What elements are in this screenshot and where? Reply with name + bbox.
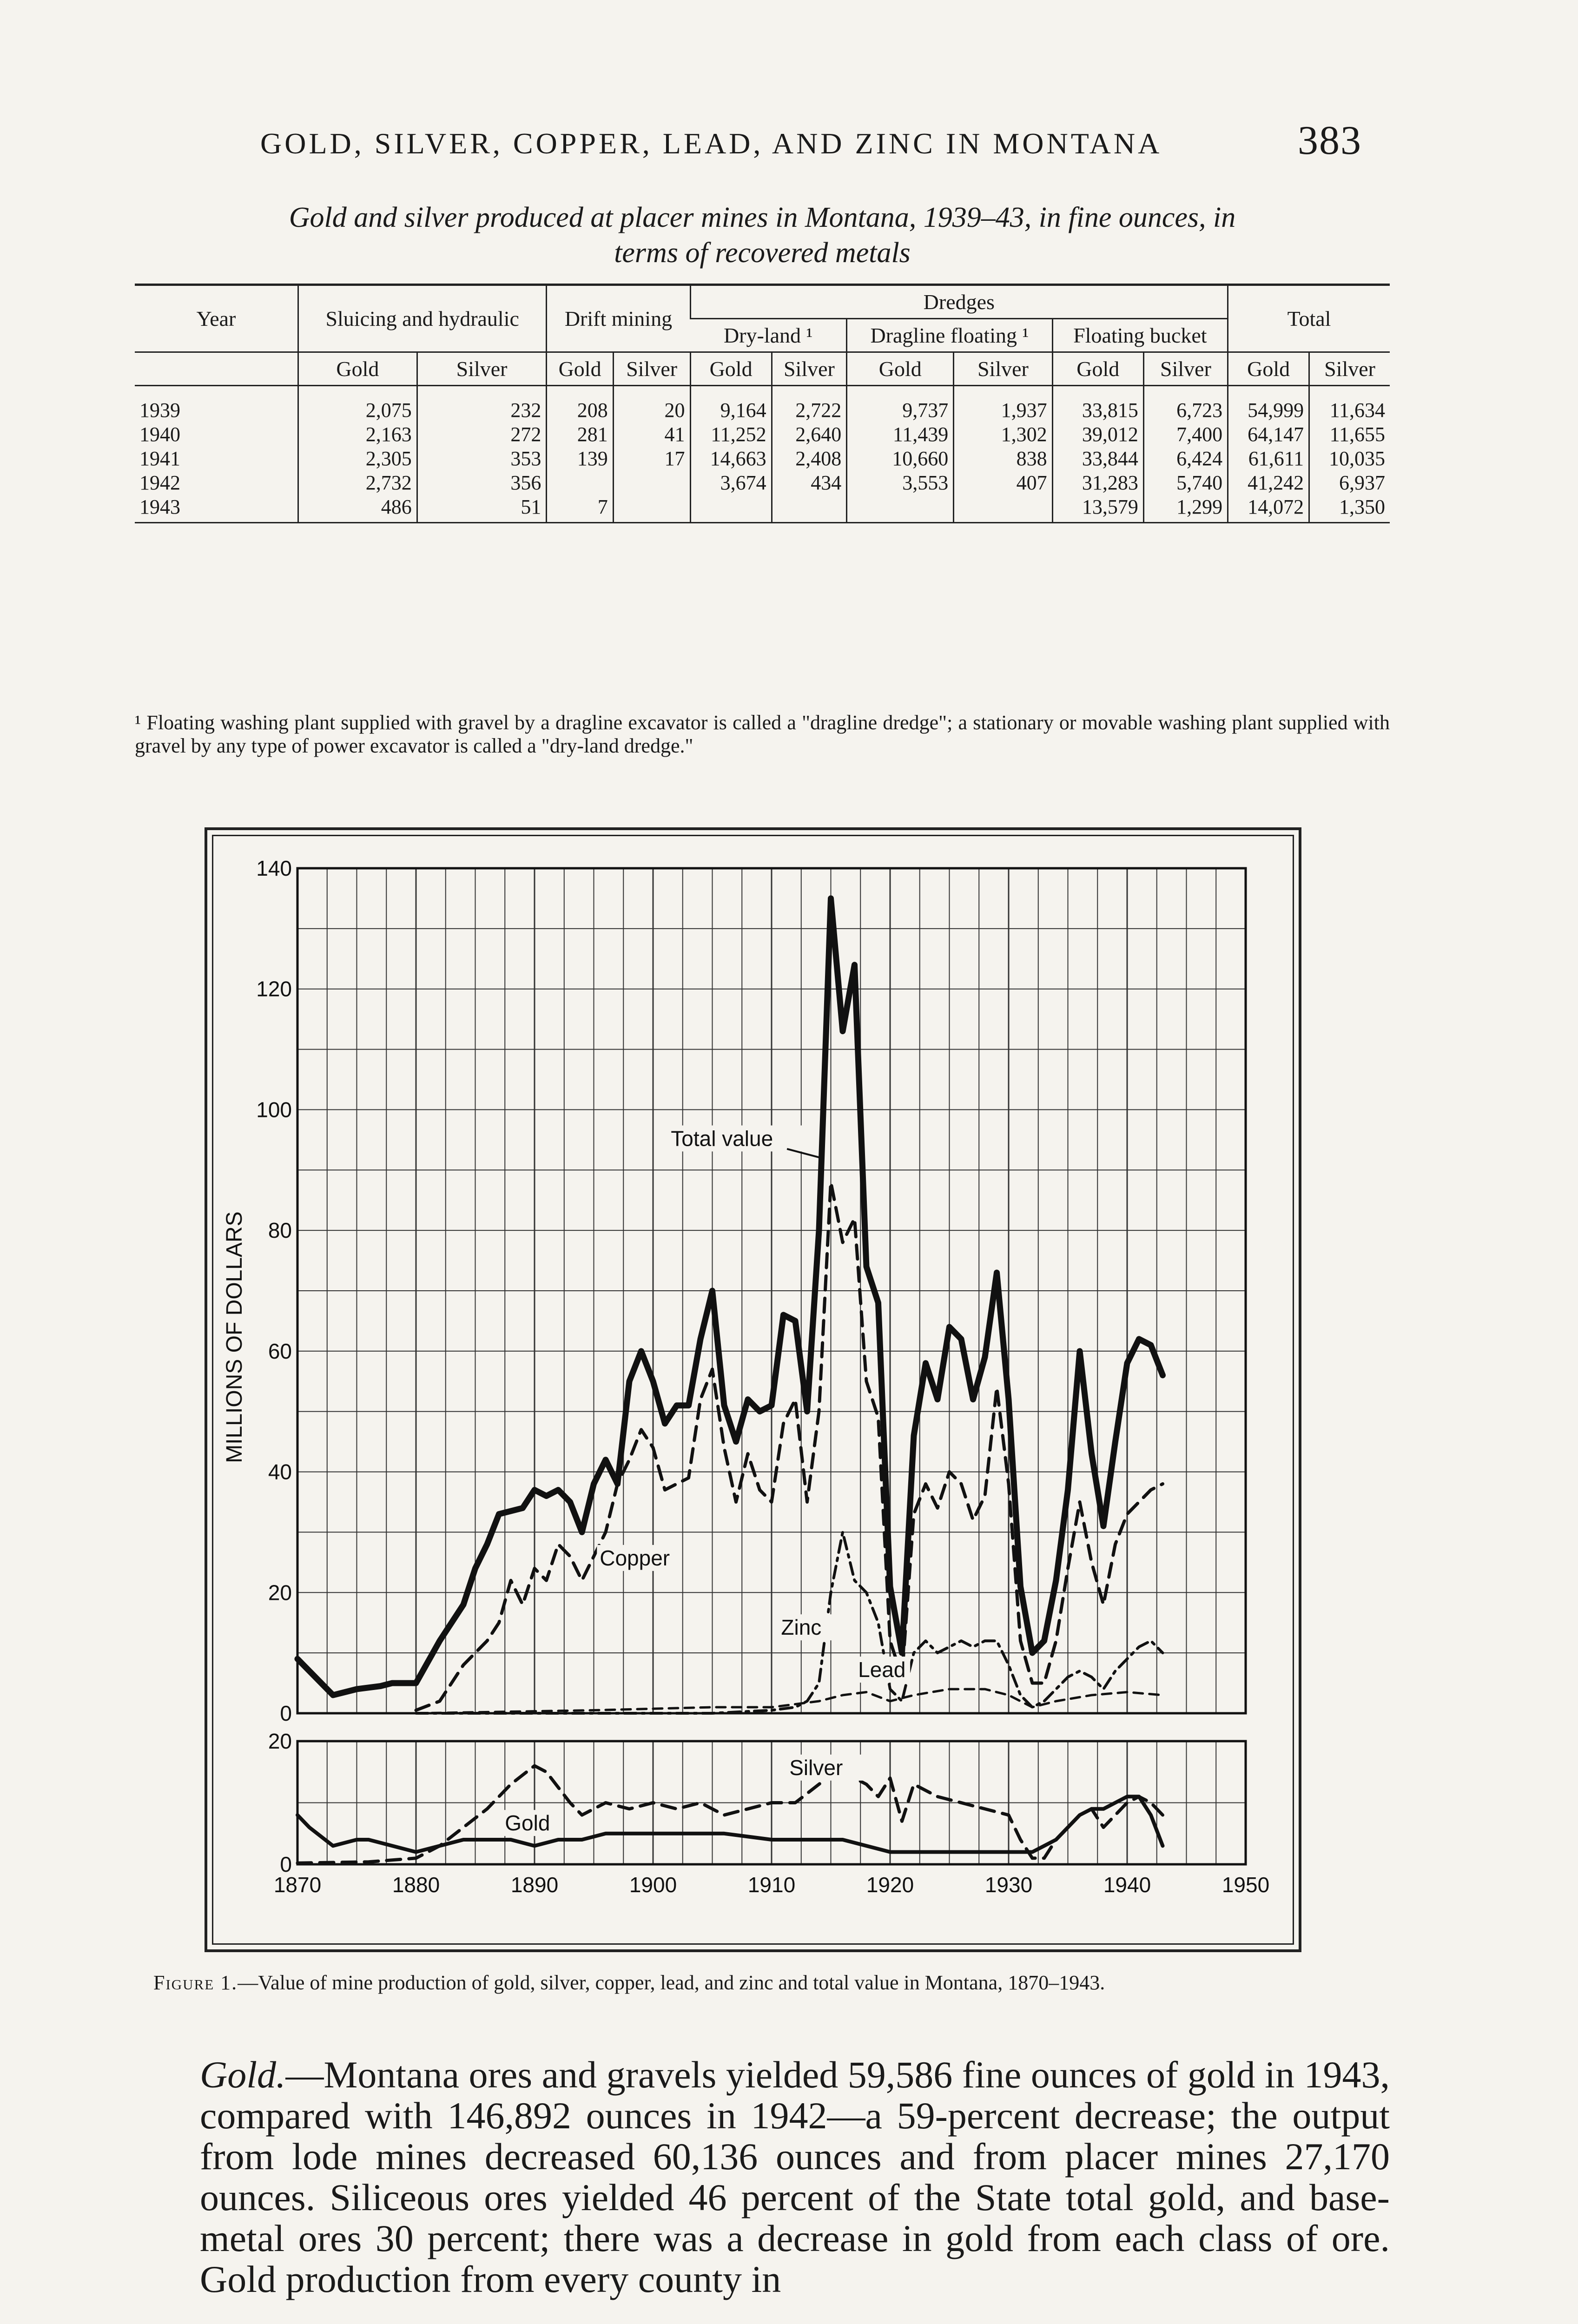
- table-cell: 64,147: [1228, 423, 1309, 447]
- y-tick-label: 140: [256, 856, 292, 880]
- table-cell: 20: [613, 386, 690, 423]
- x-tick-label: 1870: [273, 1873, 322, 1897]
- table-cell: 33,815: [1052, 386, 1143, 423]
- row-year: 1939: [139, 399, 180, 422]
- x-tick-label: 1880: [392, 1873, 440, 1897]
- sub-silver: Silver: [1143, 352, 1228, 386]
- series-line-total-value: [297, 898, 1163, 1695]
- x-tick-label: 1890: [510, 1873, 559, 1897]
- page-number: 383: [1298, 118, 1362, 163]
- table-cell: 6,937: [1309, 471, 1390, 495]
- table-cell: 33,844: [1052, 447, 1143, 471]
- row-year: 1943: [135, 495, 298, 523]
- table-row: [135, 471, 1390, 495]
- label-total-value: Total value: [671, 1126, 773, 1151]
- table-cell: 407: [954, 471, 1052, 495]
- col-drift: Drift mining: [547, 285, 690, 352]
- figure-label: Figure 1.: [153, 1971, 238, 1994]
- figure-caption-text: —Value of mine production of gold, silver, copper, lead, and zinc and total value in Montana, 1870–1943.: [238, 1971, 1105, 1994]
- table-cell: 14,072: [1228, 495, 1309, 523]
- sub-silver: Silver: [417, 352, 547, 386]
- table-cell: 2,305: [298, 447, 417, 471]
- table-cell: 10,035: [1309, 447, 1390, 471]
- table-cell: 434: [772, 471, 847, 495]
- table-cell: 41: [613, 423, 690, 447]
- table-row: [135, 386, 1390, 423]
- table-cell: 11,655: [1309, 423, 1390, 447]
- table-cell: 2,408: [772, 447, 847, 471]
- y-axis-label: MILLIONS OF DOLLARS: [222, 1211, 247, 1463]
- col-sluicing: Sluicing and hydraulic: [298, 285, 547, 352]
- sub-silver: Silver: [772, 352, 847, 386]
- y-tick-label: 40: [268, 1459, 292, 1484]
- table-cell: 1,350: [1309, 495, 1390, 523]
- table-cell: 6,424: [1143, 447, 1228, 471]
- x-tick-label: 1940: [1103, 1873, 1151, 1897]
- table-cell: 2,732: [298, 471, 417, 495]
- table-caption: [135, 200, 1390, 271]
- table-caption-line1: Gold and silver produced at placer mines in Montana, 1939–43, in fine ounces, in: [289, 202, 1236, 233]
- table-cell: [690, 495, 772, 523]
- table-cell: 51: [417, 495, 547, 523]
- label-silver: Silver: [789, 1755, 843, 1780]
- table-cell: 2,640: [772, 423, 847, 447]
- table-cell: 9,737: [847, 386, 954, 423]
- col-dredges: Dredges: [690, 285, 1228, 319]
- table-footnote: ¹ Floating washing plant supplied with gravel by a dragline excavator is called a "dragline dredge"; a stationary or movable washing plant supplied with gravel by any type of power excavator is called a "dry-land dredge.": [135, 711, 1390, 757]
- table-cell: 356: [417, 471, 547, 495]
- body-lead: Gold.: [200, 2053, 286, 2096]
- x-tick-label: 1900: [629, 1873, 677, 1897]
- table-cell: [613, 471, 690, 495]
- table-caption-line2: terms of recovered metals: [614, 237, 911, 269]
- y-tick-label: 20: [268, 1580, 292, 1605]
- running-head-title: GOLD, SILVER, COPPER, LEAD, AND ZINC IN MONTANA: [260, 127, 1162, 160]
- table-cell: [547, 471, 613, 495]
- table-cell: [954, 495, 1052, 523]
- y-tick-label: 80: [268, 1218, 292, 1243]
- table-cell: 11,252: [690, 423, 772, 447]
- table-cell: 353: [417, 447, 547, 471]
- table-cell: 272: [417, 423, 547, 447]
- table-cell: 61,611: [1228, 447, 1309, 471]
- table-cell: 3,674: [690, 471, 772, 495]
- table-cell: [847, 495, 954, 523]
- x-tick-label: 1950: [1221, 1873, 1270, 1897]
- sub-gold: Gold: [298, 352, 417, 386]
- table-cell: [613, 495, 690, 523]
- col-dryland: Dry-land ¹: [723, 324, 813, 347]
- table-cell: 11,634: [1309, 386, 1390, 423]
- col-total: Total: [1228, 285, 1390, 352]
- table-row: [135, 423, 1390, 447]
- body-text: —Montana ores and gravels yielded 59,586 fine ounces of gold in 1943, compared with 146,892 ounces in 1942—a 59-percent decrease; the output from lode mines decreased 60,136 ounces and from placer mines 27,170 ounces. Siliceous ores yielded 46 percent of the State total gold, and base-metal ores 30 percent; there was a decrease in gold from each class of ore. Gold production from every county in: [200, 2053, 1390, 2300]
- label-copper: Copper: [600, 1545, 670, 1570]
- table-cell: 7,400: [1143, 423, 1228, 447]
- figure-caption: [153, 1971, 1390, 1995]
- sub-gold: Gold: [847, 352, 954, 386]
- x-tick-label: 1910: [747, 1873, 796, 1897]
- table-row: [135, 495, 1390, 523]
- y-tick-label: 20: [268, 1729, 292, 1753]
- table-cell: 2,722: [772, 386, 847, 423]
- table-cell: 1,299: [1143, 495, 1228, 523]
- sub-gold: Gold: [1052, 352, 1143, 386]
- sub-silver: Silver: [954, 352, 1052, 386]
- col-dragline: Dragline floating ¹: [847, 319, 1052, 352]
- col-floating: Floating bucket: [1052, 319, 1228, 352]
- table-cell: 41,242: [1228, 471, 1309, 495]
- table-cell: 54,999: [1228, 386, 1309, 423]
- table-cell: 2,163: [298, 423, 417, 447]
- row-year: 1942: [139, 471, 180, 494]
- y-tick-label: 120: [256, 977, 292, 1001]
- table-cell: 208: [547, 386, 613, 423]
- placer-production-table: [135, 284, 1390, 523]
- table-cell: 17: [613, 447, 690, 471]
- y-tick-label: 0: [280, 1701, 292, 1725]
- y-tick-label: 100: [256, 1097, 292, 1122]
- label-zinc: Zinc: [781, 1615, 822, 1640]
- table-cell: 3,553: [847, 471, 954, 495]
- table-cell: 31,283: [1052, 471, 1143, 495]
- table-cell: 486: [298, 495, 417, 523]
- col-year: Year: [135, 285, 298, 352]
- table-cell: 139: [547, 447, 613, 471]
- body-paragraph: [200, 2054, 1390, 2300]
- label-lead: Lead: [858, 1657, 906, 1682]
- table-cell: 5,740: [1143, 471, 1228, 495]
- x-tick-label: 1920: [866, 1873, 914, 1897]
- table-cell: 2,075: [298, 386, 417, 423]
- table-cell: 281: [547, 423, 613, 447]
- table-cell: 6,723: [1143, 386, 1228, 423]
- table-cell: 232: [417, 386, 547, 423]
- x-tick-label: 1930: [984, 1873, 1033, 1897]
- table-cell: 1,937: [954, 386, 1052, 423]
- table-cell: 7: [547, 495, 613, 523]
- table-cell: 838: [954, 447, 1052, 471]
- sub-gold: Gold: [690, 352, 772, 386]
- table-row: [135, 447, 1390, 471]
- col-year-blank: [135, 352, 298, 386]
- sub-silver: Silver: [613, 352, 690, 386]
- table-cell: 11,439: [847, 423, 954, 447]
- y-tick-label: 0: [280, 1852, 292, 1876]
- production-chart: [212, 835, 1294, 1945]
- sub-silver: Silver: [1309, 352, 1390, 386]
- table-cell: 14,663: [690, 447, 772, 471]
- sub-gold: Gold: [547, 352, 613, 386]
- table-cell: 13,579: [1052, 495, 1143, 523]
- table-cell: 1,302: [954, 423, 1052, 447]
- row-year: 1940: [139, 423, 180, 446]
- row-year: 1941: [139, 447, 180, 470]
- label-gold: Gold: [505, 1811, 550, 1835]
- table-cell: 9,164: [690, 386, 772, 423]
- series-line-gold: [297, 1796, 1163, 1852]
- sub-gold: Gold: [1228, 352, 1309, 386]
- table-cell: 10,660: [847, 447, 954, 471]
- y-tick-label: 60: [268, 1339, 292, 1363]
- table-cell: [772, 495, 847, 523]
- table-cell: 39,012: [1052, 423, 1143, 447]
- running-head: [251, 118, 1367, 173]
